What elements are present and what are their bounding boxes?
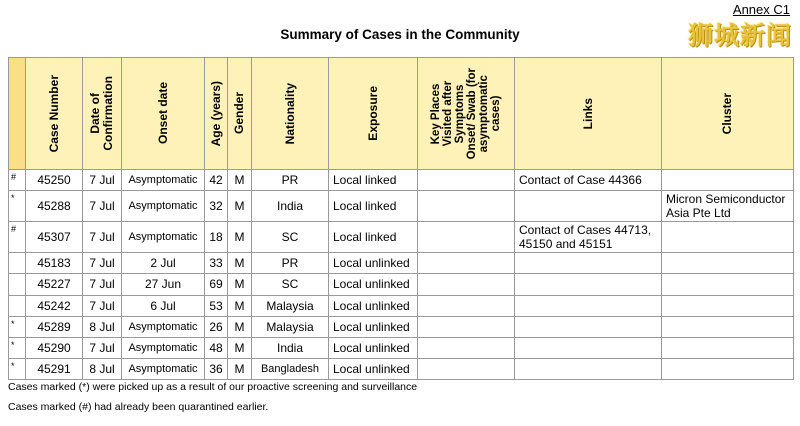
cluster (662, 170, 794, 191)
annex-label: Annex C1 (732, 2, 790, 17)
table-row (9, 222, 794, 253)
age: 32 (205, 191, 228, 222)
nationality: Bangladesh (252, 359, 329, 380)
nationality: SC (252, 274, 329, 295)
links (515, 316, 662, 337)
onset-date: 27 Jun (122, 274, 205, 295)
links (515, 191, 662, 222)
key-places (418, 191, 515, 222)
exposure: Local unlinked (329, 337, 418, 358)
onset-date: Asymptomatic (122, 316, 205, 337)
table-row (9, 274, 794, 295)
header-exposure: Exposure (329, 58, 418, 170)
exposure: Local unlinked (329, 359, 418, 380)
row-mark: # (9, 170, 26, 191)
gender: M (228, 316, 252, 337)
onset-date: Asymptomatic (122, 191, 205, 222)
row-mark: # (9, 222, 26, 253)
case-number: 45242 (26, 295, 83, 316)
onset-date: Asymptomatic (122, 359, 205, 380)
nationality: India (252, 191, 329, 222)
header-case-number: Case Number (26, 58, 83, 170)
cluster (662, 316, 794, 337)
age: 18 (205, 222, 228, 253)
header-gender: Gender (228, 58, 252, 170)
row-mark (9, 253, 26, 274)
cluster (662, 337, 794, 358)
onset-date: 2 Jul (122, 253, 205, 274)
footnote-quarantined: Cases marked (#) had already been quarantined earlier. (8, 401, 269, 413)
onset-date: 6 Jul (122, 295, 205, 316)
confirmation-date: 8 Jul (83, 316, 122, 337)
case-number: 45291 (26, 359, 83, 380)
header-row (9, 58, 794, 170)
key-places (418, 359, 515, 380)
header-date-confirmation: Date of Confirmation (83, 58, 122, 170)
exposure: Local linked (329, 191, 418, 222)
row-mark: * (9, 337, 26, 358)
row-mark: * (9, 316, 26, 337)
gender: M (228, 253, 252, 274)
key-places (418, 295, 515, 316)
header-mark (9, 58, 26, 170)
exposure: Local unlinked (329, 316, 418, 337)
case-number: 45290 (26, 337, 83, 358)
case-number: 45250 (26, 170, 83, 191)
age: 48 (205, 337, 228, 358)
cluster: Micron Semiconductor Asia Pte Ltd (662, 191, 794, 222)
gender: M (228, 170, 252, 191)
row-mark: * (9, 191, 26, 222)
exposure: Local unlinked (329, 295, 418, 316)
table-row (9, 170, 794, 191)
header-nationality: Nationality (252, 58, 329, 170)
key-places (418, 274, 515, 295)
header-age: Age (years) (205, 58, 228, 170)
row-mark: * (9, 359, 26, 380)
header-onset-date: Onset date (122, 58, 205, 170)
links (515, 337, 662, 358)
nationality: India (252, 337, 329, 358)
confirmation-date: 7 Jul (83, 295, 122, 316)
case-number: 45289 (26, 316, 83, 337)
table-row (9, 191, 794, 222)
onset-date: Asymptomatic (122, 337, 205, 358)
nationality: PR (252, 253, 329, 274)
watermark-logo: 狮城新闻 (687, 21, 792, 50)
confirmation-date: 7 Jul (83, 222, 122, 253)
row-mark (9, 274, 26, 295)
exposure: Local linked (329, 222, 418, 253)
key-places (418, 222, 515, 253)
key-places (418, 170, 515, 191)
nationality: PR (252, 170, 329, 191)
age: 36 (205, 359, 228, 380)
links (515, 295, 662, 316)
age: 26 (205, 316, 228, 337)
onset-date: Asymptomatic (122, 222, 205, 253)
confirmation-date: 7 Jul (83, 253, 122, 274)
cluster (662, 222, 794, 253)
links: Contact of Case 44366 (515, 170, 662, 191)
gender: M (228, 191, 252, 222)
nationality: Malaysia (252, 295, 329, 316)
confirmation-date: 8 Jul (83, 359, 122, 380)
exposure: Local unlinked (329, 253, 418, 274)
gender: M (228, 222, 252, 253)
age: 53 (205, 295, 228, 316)
cases-table (8, 57, 794, 380)
header-key-places: Key Places Visited after Symptoms Onset/ Swab (for asymptomatic cases) (418, 58, 515, 170)
footnote-screening: Cases marked (*) were picked up as a result of our proactive screening and surveillance (8, 381, 418, 393)
table-row (9, 253, 794, 274)
confirmation-date: 7 Jul (83, 170, 122, 191)
case-number: 45183 (26, 253, 83, 274)
nationality: SC (252, 222, 329, 253)
cluster (662, 295, 794, 316)
age: 42 (205, 170, 228, 191)
onset-date: Asymptomatic (122, 170, 205, 191)
header-links: Links (515, 58, 662, 170)
cluster (662, 359, 794, 380)
nationality: Malaysia (252, 316, 329, 337)
table-row (9, 295, 794, 316)
gender: M (228, 274, 252, 295)
links (515, 359, 662, 380)
case-number: 45227 (26, 274, 83, 295)
confirmation-date: 7 Jul (83, 337, 122, 358)
age: 69 (205, 274, 228, 295)
table-row (9, 337, 794, 358)
age: 33 (205, 253, 228, 274)
confirmation-date: 7 Jul (83, 191, 122, 222)
key-places (418, 253, 515, 274)
links (515, 274, 662, 295)
row-mark (9, 295, 26, 316)
key-places (418, 337, 515, 358)
cluster (662, 253, 794, 274)
key-places (418, 316, 515, 337)
page-title: Summary of Cases in the Community (280, 27, 520, 42)
exposure: Local unlinked (329, 274, 418, 295)
exposure: Local linked (329, 170, 418, 191)
table-row (9, 316, 794, 337)
gender: M (228, 295, 252, 316)
gender: M (228, 337, 252, 358)
case-number: 45307 (26, 222, 83, 253)
links (515, 253, 662, 274)
gender: M (228, 359, 252, 380)
links: Contact of Cases 44713, 45150 and 45151 (515, 222, 662, 253)
table-row (9, 359, 794, 380)
case-number: 45288 (26, 191, 83, 222)
confirmation-date: 7 Jul (83, 274, 122, 295)
cluster (662, 274, 794, 295)
header-cluster: Cluster (662, 58, 794, 170)
